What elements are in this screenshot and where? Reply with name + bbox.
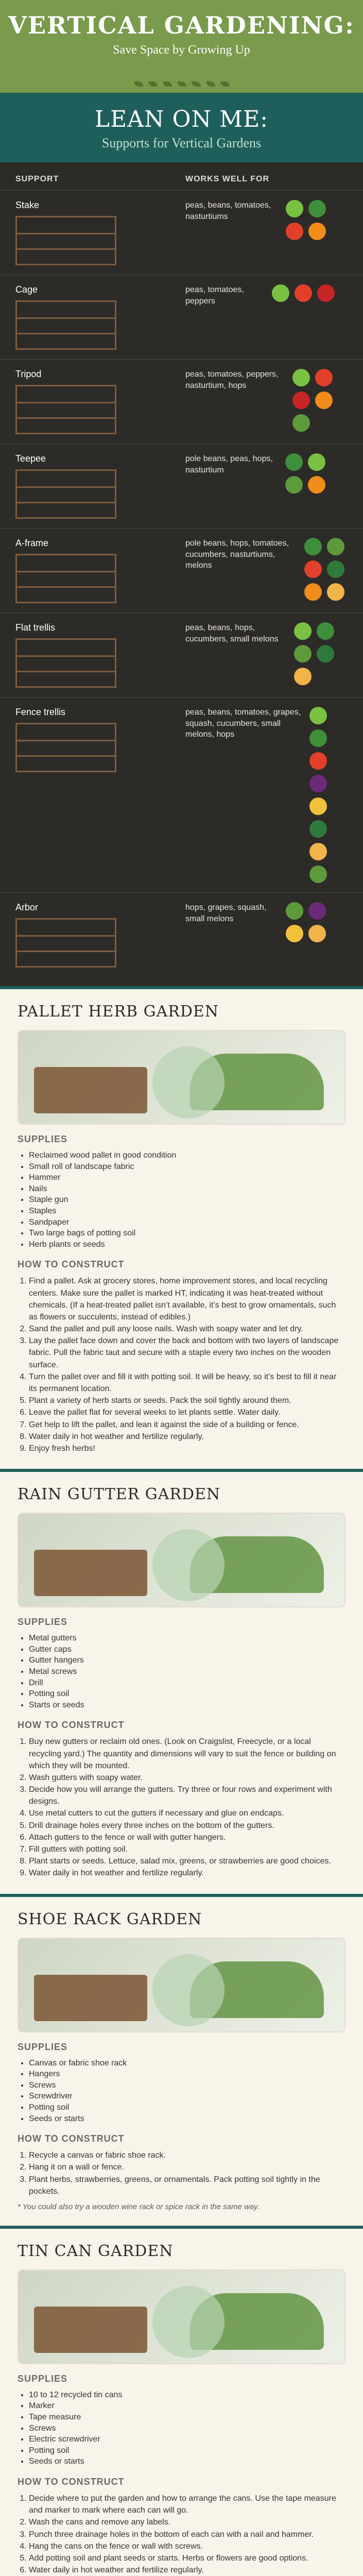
support-name: Arbor xyxy=(15,902,39,912)
support-works-well: hops, grapes, squash, small melons xyxy=(185,903,267,923)
supply-item: • Gutter caps xyxy=(29,1644,345,1655)
support-row xyxy=(0,275,363,359)
vegetable-icons xyxy=(304,538,348,601)
leaf-icon xyxy=(220,81,230,87)
page-subtitle: Save Space by Growing Up xyxy=(113,43,250,57)
tin-can-icon xyxy=(34,2307,147,2353)
step-item: 5. Plant a variety of herb starts or seeds. Pack the soil tightly around them. xyxy=(29,1395,345,1406)
step-item: 2. Wash the cans and remove any labels. xyxy=(29,2516,345,2528)
supply-item: • Potting soil xyxy=(29,2102,345,2113)
melon-icon xyxy=(308,925,326,942)
supplies-title: SUPPLIES xyxy=(18,1134,68,1144)
support-works-well: peas, tomatoes, peppers xyxy=(185,285,244,306)
tin-can-garden-section xyxy=(0,2226,363,2576)
support-banner xyxy=(0,93,363,162)
howto-title: HOW TO CONSTRUCT xyxy=(18,1259,125,1270)
leaf-icon xyxy=(148,81,158,87)
supply-item: • Nails xyxy=(29,1183,345,1195)
hero-header xyxy=(0,0,363,93)
steps-list xyxy=(29,2493,345,2576)
tin-can-illustration xyxy=(18,2269,345,2364)
pea-icon xyxy=(272,284,289,302)
hop-icon xyxy=(327,538,344,555)
bean-icon xyxy=(309,730,327,747)
tomato-icon xyxy=(309,752,327,770)
nasturtium-icon xyxy=(308,223,326,240)
step-item: 2. Hang it on a wall or fence. xyxy=(29,2161,345,2173)
howto-title: HOW TO CONSTRUCT xyxy=(18,1720,125,1731)
page-title: VERTICAL GARDENING: xyxy=(8,11,355,39)
support-works-well: pole beans, hops, tomatoes, cucumbers, nasturtiums, melons xyxy=(185,539,289,570)
fence-trellis-illustration xyxy=(15,723,116,772)
step-item: 3. Punch three drainage holes in the bottom of each can with a nail and hammer. xyxy=(29,2529,345,2540)
leaf-decoration xyxy=(0,81,363,87)
tomato-icon xyxy=(295,284,312,302)
howto-title: HOW TO CONSTRUCT xyxy=(18,2133,125,2144)
section-title: RAIN GUTTER GARDEN xyxy=(18,1485,221,1504)
supply-item: • Starts or seeds xyxy=(29,1700,345,1711)
supply-item: • Screws xyxy=(29,2080,345,2091)
support-row xyxy=(0,697,363,892)
supply-item: • Hangers xyxy=(29,2069,345,2080)
tripod-illustration xyxy=(15,385,116,434)
gutter-icon xyxy=(34,1550,147,1596)
support-name: Cage xyxy=(15,284,38,295)
support-name: Stake xyxy=(15,200,40,210)
supply-item: • Small roll of landscape fabric xyxy=(29,1161,345,1173)
step-item: 1. Find a pallet. Ask at grocery stores, home improvement stores, and local recycling centers. Make sure the pallet is marked HT, indicating it was heat-treated without chemicals. (If a heat-treated pallet isn’t available, it’s best to grow ornamentals, such as flowers or succulents, instead of edibles.) xyxy=(29,1275,345,1323)
support-banner-title: LEAN ON ME: xyxy=(94,106,269,132)
support-table-header xyxy=(0,168,363,190)
grape-icon xyxy=(309,775,327,792)
support-table xyxy=(0,162,363,986)
nasturtium-icon xyxy=(304,583,322,601)
support-row xyxy=(0,892,363,977)
leaf-icon xyxy=(177,81,186,87)
cage-illustration xyxy=(15,300,116,350)
support-row xyxy=(0,613,363,697)
step-item: 7. Fill gutters with potting soil. xyxy=(29,1843,345,1855)
step-item: 3. Lay the pallet face down and cover the back and bottom with two layers of landscape fabric. Pull the fabric taut and secure with a staple every two inches on the wooden surface. xyxy=(29,1335,345,1371)
pallet-garden-illustration xyxy=(18,1030,345,1125)
cucumber-icon xyxy=(309,820,327,838)
support-row xyxy=(0,359,363,444)
leaf-icon xyxy=(206,81,215,87)
step-item: 2. Wash gutters with soapy water. xyxy=(29,1772,345,1784)
support-name: Teepee xyxy=(15,453,46,464)
step-item: 9. Water daily in hot weather and fertilize regularly. xyxy=(29,1867,345,1879)
pea-icon xyxy=(309,707,327,724)
shoe-rack-garden-section xyxy=(0,1894,363,2226)
supply-item: • Gutter hangers xyxy=(29,1655,345,1666)
supply-item: • Two large bags of potting soil xyxy=(29,1228,345,1239)
bean-icon xyxy=(285,453,303,471)
leaf-icon xyxy=(192,81,201,87)
support-works-well: peas, tomatoes, peppers, nasturtium, hops xyxy=(185,370,279,390)
hop-icon xyxy=(286,902,303,920)
supply-item: • Metal screws xyxy=(29,1666,345,1677)
steps-list xyxy=(29,1275,345,1454)
supply-item: • Marker xyxy=(29,2400,345,2412)
support-col-support: SUPPORT xyxy=(15,175,59,183)
supplies-list xyxy=(29,2389,345,2467)
pea-icon xyxy=(308,453,325,471)
melon-icon xyxy=(327,583,344,601)
note: * You could also try a wooden wine rack or spice rack in the same way. xyxy=(18,2202,260,2211)
step-item: 3. Decide how you will arrange the gutters. Try three or four rows and experiment with designs. xyxy=(29,1784,345,1807)
steps-list xyxy=(29,2149,345,2197)
step-item: 1. Buy new gutters or reclaim old ones. (Look on Craigslist, Freecycle, or a local recycling yard.) The quantity and dimensions will vary to suit the fence or building on which they will be mounted. xyxy=(29,1736,345,1772)
leaf-cluster-icon xyxy=(152,2286,224,2358)
cucumber-icon xyxy=(317,645,334,663)
vegetable-icons xyxy=(272,284,348,302)
supply-item: • Screws xyxy=(29,2423,345,2434)
support-works-well: peas, beans, tomatoes, grapes, squash, cucumbers, small melons, hops xyxy=(185,708,301,739)
support-works-well: pole beans, peas, hops, nasturtium xyxy=(185,454,273,474)
bean-icon xyxy=(308,200,326,217)
supplies-list xyxy=(29,2058,345,2125)
melon-icon xyxy=(294,668,312,685)
vegetable-icons xyxy=(292,369,348,432)
squash-icon xyxy=(309,798,327,815)
supply-item: • Screwdriver xyxy=(29,2091,345,2102)
section-title: PALLET HERB GARDEN xyxy=(18,1003,219,1021)
supply-item: • Tape measure xyxy=(29,2412,345,2423)
stake-illustration xyxy=(15,216,116,265)
step-item: 7. Get help to lift the pallet, and lean it against the side of a building or fence. xyxy=(29,1419,345,1431)
nasturtium-icon xyxy=(315,392,333,409)
supplies-title: SUPPLIES xyxy=(18,2373,68,2384)
tomato-icon xyxy=(304,561,322,578)
step-item: 4. Turn the pallet over and fill it with potting soil. It will be heavy, so it’s best to fill it near its permanent location. xyxy=(29,1371,345,1395)
supply-item: • Electric screwdriver xyxy=(29,2434,345,2445)
vegetable-icons xyxy=(294,622,348,685)
support-banner-subtitle: Supports for Vertical Gardens xyxy=(101,135,262,150)
arbor-illustration xyxy=(15,918,116,968)
hop-icon xyxy=(294,645,312,663)
step-item: 6. Leave the pallet flat for several weeks to let plants settle. Water daily. xyxy=(29,1406,345,1418)
supply-item: • Sandpaper xyxy=(29,1217,345,1228)
tomato-icon xyxy=(286,223,303,240)
support-works-well: peas, beans, tomatoes, nasturtiums xyxy=(185,201,271,221)
rain-gutter-garden-section xyxy=(0,1469,363,1893)
vegetable-icons xyxy=(286,902,348,942)
step-item: 4. Use metal cutters to cut the gutters if necessary and glue on endcaps. xyxy=(29,1807,345,1819)
leaf-icon xyxy=(134,81,143,87)
supply-item: • Metal gutters xyxy=(29,1633,345,1644)
support-works-well: peas, beans, hops, cucumbers, small melons xyxy=(185,623,279,643)
shoe-rack-illustration xyxy=(18,1938,345,2032)
step-item: 1. Decide where to put the garden and how to arrange the cans. Use the tape measure and marker to mark where each can will go. xyxy=(29,2493,345,2516)
howto-title: HOW TO CONSTRUCT xyxy=(18,2477,125,2487)
supplies-list xyxy=(29,1150,345,1250)
grape-icon xyxy=(308,902,326,920)
step-item: 5. Add potting soil and plant seeds or starts. Herbs or flowers are good options. xyxy=(29,2552,345,2564)
step-item: 4. Hang the cans on the fence or wall with screws. xyxy=(29,2540,345,2552)
step-item: 3. Plant herbs, strawberries, greens, or ornamentals. Pack potting soil tightly in the pockets. xyxy=(29,2174,345,2197)
supplies-title: SUPPLIES xyxy=(18,2041,68,2052)
leaf-cluster-icon xyxy=(152,1046,224,1118)
section-title: TIN CAN GARDEN xyxy=(18,2242,174,2260)
support-row xyxy=(0,528,363,613)
nasturtium-icon xyxy=(308,476,325,494)
supplies-title: SUPPLIES xyxy=(18,1617,68,1628)
flat-trellis-illustration xyxy=(15,638,116,688)
supply-item: • Potting soil xyxy=(29,2445,345,2456)
section-title: SHOE RACK GARDEN xyxy=(18,1910,202,1928)
teepee-illustration xyxy=(15,469,116,519)
pea-icon xyxy=(294,622,312,640)
supply-item: • Potting soil xyxy=(29,1688,345,1700)
vegetable-icons xyxy=(285,453,348,494)
rain-gutter-illustration xyxy=(18,1513,345,1607)
cucumber-icon xyxy=(327,561,344,578)
leaf-cluster-icon xyxy=(152,1954,224,2026)
support-name: Fence trellis xyxy=(15,707,66,717)
vegetable-icons xyxy=(286,200,348,240)
step-item: 8. Plant starts or seeds. Lettuce, salad mix, greens, or strawberries are good choices. xyxy=(29,1855,345,1867)
support-name: A-frame xyxy=(15,538,49,548)
step-item: 5. Drill drainage holes every three inches on the bottom of the gutters. xyxy=(29,1820,345,1832)
squash-icon xyxy=(286,925,303,942)
support-row xyxy=(0,190,363,275)
leaf-icon xyxy=(163,81,172,87)
step-item: 9. Enjoy fresh herbs! xyxy=(29,1443,345,1454)
a-frame-illustration xyxy=(15,554,116,603)
support-row xyxy=(0,444,363,528)
step-item: 6. Attach gutters to the fence or wall with gutter hangers. xyxy=(29,1832,345,1843)
supply-item: • Herb plants or seeds xyxy=(29,1239,345,1250)
supply-item: • Seeds or starts xyxy=(29,2113,345,2125)
hop-icon xyxy=(285,476,303,494)
pallet-icon xyxy=(34,1067,147,1113)
shoe-rack-icon xyxy=(34,1975,147,2021)
step-item: 2. Sand the pallet and pull any loose nails. Wash with soapy water and let dry. xyxy=(29,1323,345,1335)
hop-icon xyxy=(309,866,327,883)
melon-icon xyxy=(309,843,327,860)
supply-item: • Staple gun xyxy=(29,1194,345,1206)
step-item: 8. Water daily in hot weather and fertilize regularly. xyxy=(29,1431,345,1443)
bean-icon xyxy=(304,538,322,555)
supply-item: • Reclaimed wood pallet in good condition xyxy=(29,1150,345,1161)
pepper-icon xyxy=(317,284,335,302)
step-item: 6. Water daily in hot weather and fertilize regularly. xyxy=(29,2564,345,2576)
leaf-cluster-icon xyxy=(152,1529,224,1601)
vegetable-icons xyxy=(309,707,348,883)
supply-item: • Seeds or starts xyxy=(29,2456,345,2467)
pepper-icon xyxy=(292,392,310,409)
support-col-works-well: WORKS WELL FOR xyxy=(185,175,270,183)
supply-item: • Drill xyxy=(29,1677,345,1689)
supplies-list xyxy=(29,1633,345,1710)
steps-list xyxy=(29,1736,345,1879)
support-name: Tripod xyxy=(15,369,42,379)
supply-item: • Hammer xyxy=(29,1172,345,1183)
hop-icon xyxy=(292,414,310,432)
bean-icon xyxy=(317,622,334,640)
step-item: 1. Recycle a canvas or fabric shoe rack. xyxy=(29,2149,345,2161)
pea-icon xyxy=(286,200,303,217)
tomato-icon xyxy=(315,369,333,386)
supply-item: • Staples xyxy=(29,1206,345,1217)
support-name: Flat trellis xyxy=(15,622,56,633)
supply-item: • Canvas or fabric shoe rack xyxy=(29,2058,345,2069)
pea-icon xyxy=(292,369,310,386)
pallet-herb-garden-section xyxy=(0,986,363,1469)
supply-item: • 10 to 12 recycled tin cans xyxy=(29,2389,345,2401)
